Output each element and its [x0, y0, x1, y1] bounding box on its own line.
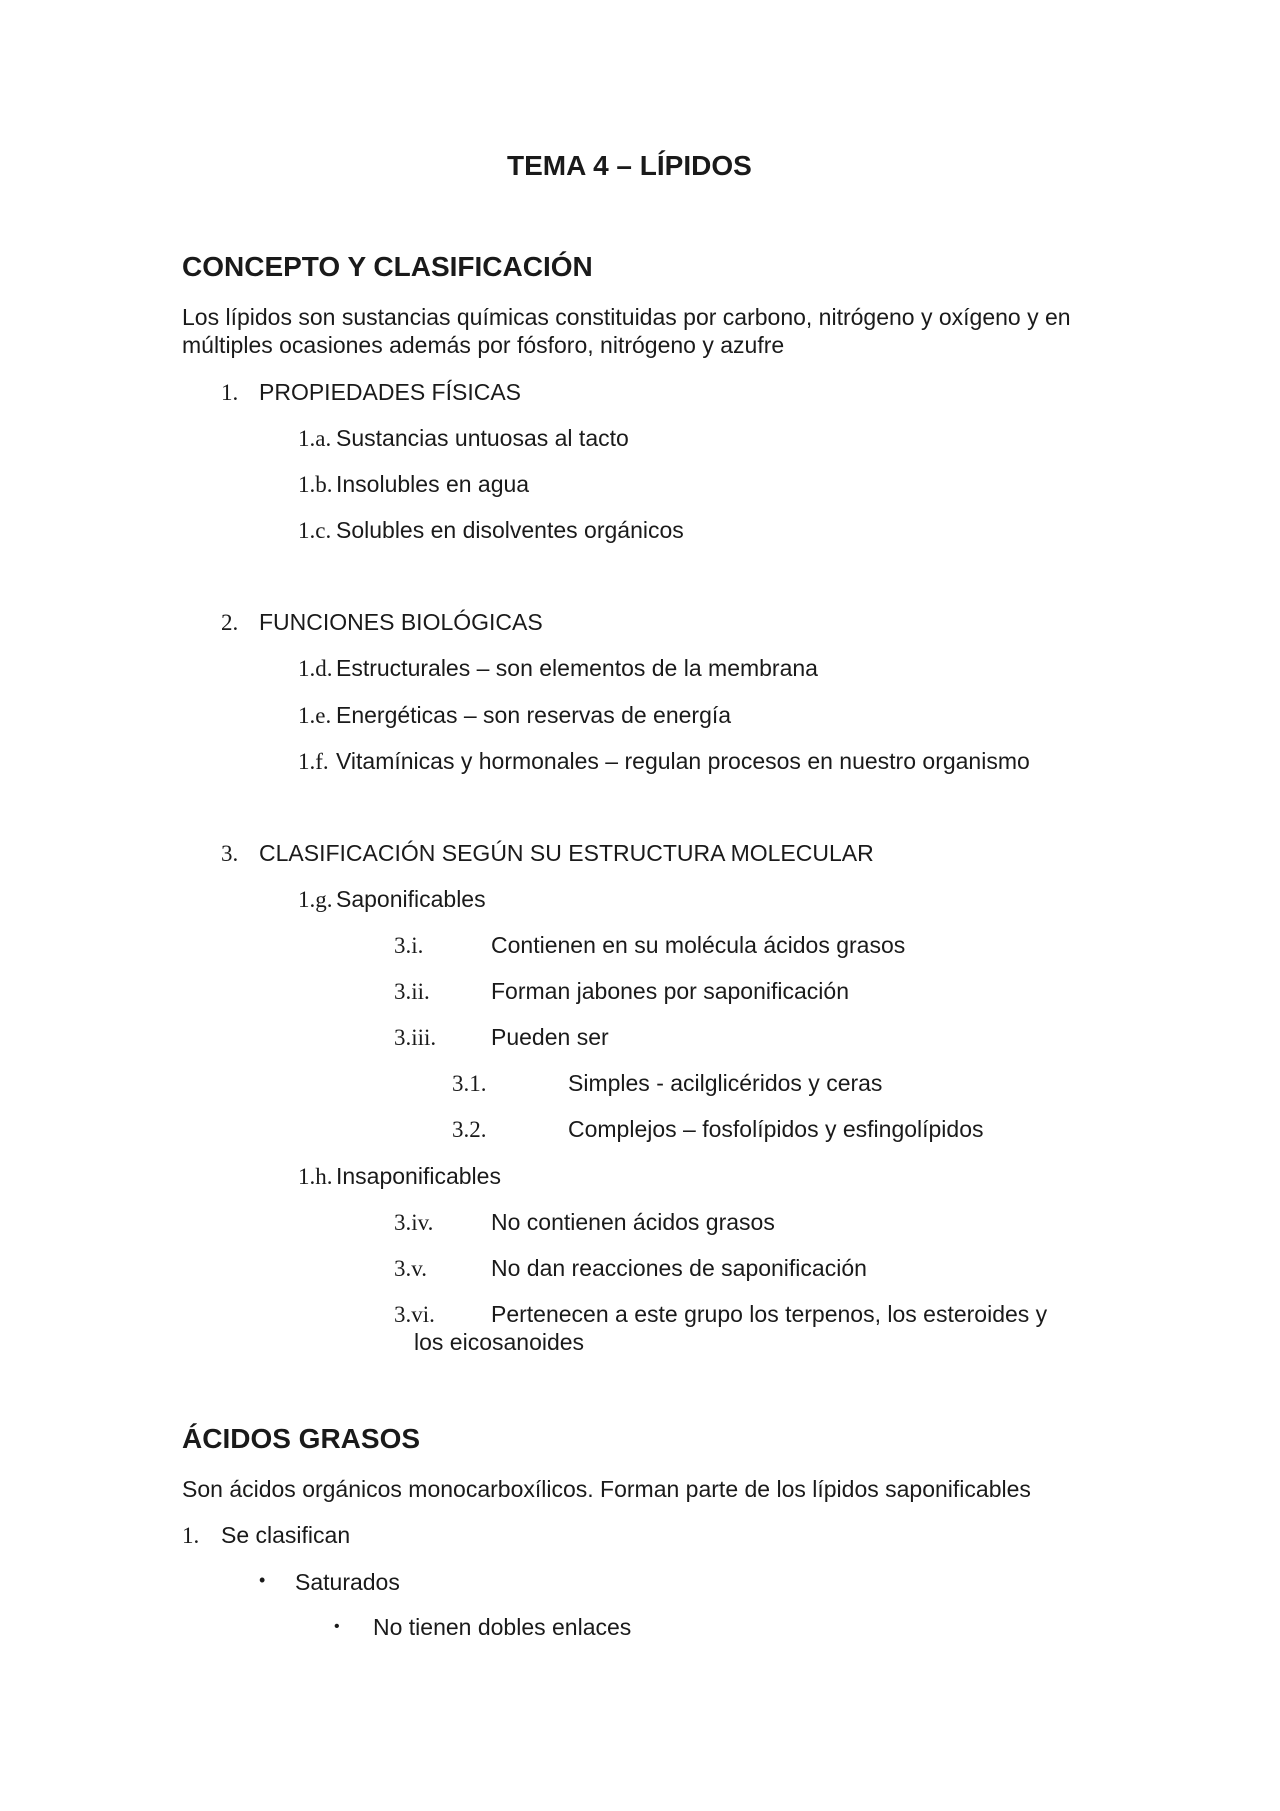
list-item: Contienen en su molécula ácidos grasos — [491, 932, 906, 958]
list-marker: 2. — [221, 610, 239, 635]
list-item: Saturados — [295, 1569, 400, 1595]
list-item: Energéticas – son reservas de energía — [336, 702, 732, 728]
list-item: Vitamínicas y hormonales – regulan procesos en nuestro organismo — [336, 748, 1030, 774]
list-marker: 1.c. — [298, 518, 332, 543]
list-marker: 1. — [221, 380, 239, 405]
list-item: Sustancias untuosas al tacto — [336, 425, 629, 451]
list-item: Simples - acilglicéridos y ceras — [568, 1070, 883, 1096]
list-item: Estructurales – son elementos de la membrana — [336, 655, 818, 681]
list-item: No tienen dobles enlaces — [373, 1614, 632, 1640]
bullet-marker: • — [259, 1570, 266, 1590]
list-marker: 3.i. — [394, 933, 424, 958]
page-title: TEMA 4 – LÍPIDOS — [507, 150, 752, 181]
list-item-clasificacion: CLASIFICACIÓN SEGÚN SU ESTRUCTURA MOLECULAR — [259, 840, 874, 866]
list-marker: 1.f. — [298, 749, 329, 774]
list-marker: 3.iv. — [394, 1210, 434, 1235]
list-item: Complejos – fosfolípidos y esfingolípidos — [568, 1116, 984, 1142]
list-item: Se clasifican — [221, 1522, 351, 1548]
list-item-continuation: los eicosanoides — [414, 1329, 585, 1355]
list-item: Solubles en disolventes orgánicos — [336, 517, 684, 543]
list-item: Pueden ser — [491, 1024, 609, 1050]
section-intro: Son ácidos orgánicos monocarboxílicos. Forman parte de los lípidos saponificables — [182, 1476, 1031, 1502]
list-marker: 1.g. — [298, 887, 333, 912]
list-item: No dan reacciones de saponificación — [491, 1255, 867, 1281]
list-marker: 1.a. — [298, 426, 332, 451]
list-item: Forman jabones por saponificación — [491, 978, 849, 1004]
list-marker: 1.e. — [298, 703, 332, 728]
list-marker: 1.h. — [298, 1164, 333, 1189]
list-marker: 3.v. — [394, 1256, 428, 1281]
intro-paragraph-line-1: Los lípidos son sustancias químicas constituidas por carbono, nitrógeno y oxígeno y en — [182, 304, 1071, 330]
list-item-funciones: FUNCIONES BIOLÓGICAS — [259, 609, 543, 635]
list-marker: 3. — [221, 841, 239, 866]
list-item: Insolubles en agua — [336, 471, 530, 497]
list-item: Pertenecen a este grupo los terpenos, los esteroides y — [491, 1301, 1048, 1327]
list-marker: 3.2. — [452, 1117, 487, 1142]
list-marker: 1. — [182, 1523, 200, 1548]
list-item-saponificables: Saponificables — [336, 886, 486, 912]
list-item-propiedades: PROPIEDADES FÍSICAS — [259, 379, 522, 405]
bullet-marker: • — [334, 1618, 340, 1635]
list-marker: 1.b. — [298, 472, 333, 497]
list-item: No contienen ácidos grasos — [491, 1209, 775, 1235]
list-marker: 3.1. — [452, 1071, 487, 1096]
list-marker: 3.vi. — [394, 1302, 435, 1327]
list-marker: 1.d. — [298, 656, 333, 681]
section-heading-concepto: CONCEPTO Y CLASIFICACIÓN — [182, 251, 593, 282]
list-marker: 3.iii. — [394, 1025, 437, 1050]
list-marker: 3.ii. — [394, 979, 430, 1004]
intro-paragraph-line-2: múltiples ocasiones además por fósforo, nitrógeno y azufre — [182, 332, 785, 358]
section-heading-acidos-grasos: ÁCIDOS GRASOS — [182, 1423, 421, 1454]
list-item-insaponificables: Insaponificables — [336, 1163, 501, 1189]
